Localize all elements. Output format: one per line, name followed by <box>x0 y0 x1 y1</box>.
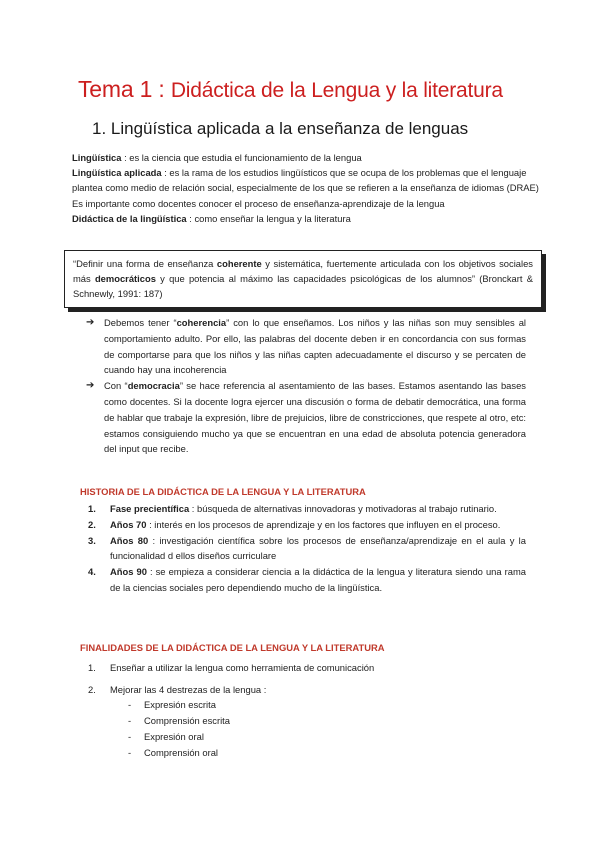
title-prefix: Tema 1 : <box>78 76 165 102</box>
historia-list <box>80 501 526 596</box>
title-main: Didáctica de la Lengua y la literatura <box>170 79 503 102</box>
historia-item: 2. Años 70 : interés en los procesos de aprendizaje y en los factores que influyen en el proceso. <box>88 518 501 530</box>
destrezas-list <box>128 697 230 761</box>
destreza-item: - Comprensión escrita <box>128 715 230 726</box>
finalidad-item: 2. Mejorar las 4 destrezas de la lengua : <box>88 683 267 695</box>
historia-heading: HISTORIA DE LA DIDÁCTICA DE LA LENGUA Y LA LITERATURA <box>80 486 366 497</box>
arrow-right-icon: ➔ <box>86 380 95 392</box>
destreza-item: - Expresión escrita <box>128 699 216 710</box>
definition-term: Lingüística <box>72 152 122 163</box>
definition-line: Lingüística aplicada : es la rama de los estudios lingüísticos que se ocupa de los problemas que el lenguaje plantea como medio de relación social, especialmente de los que se refieren a la enseñanza de idiomas (DRAE) <box>72 167 539 194</box>
definition-term: Lingüística aplicada <box>72 167 162 179</box>
definition-line: Lingüística : es la ciencia que estudia el funcionamiento de la lengua <box>72 152 362 163</box>
historia-item: 3. Años 80 : investigación científica sobre los procesos de enseñanza/aprendizaje en el aula y la funcionalidad d ellos diseños curriculare <box>88 534 526 562</box>
definition-line: Didáctica de la lingüística : como enseñar la lengua y la literatura <box>72 212 351 224</box>
destreza-item: - Comprensión oral <box>128 747 218 758</box>
historia-item: 1. Fase precientífica : búsqueda de alternativas innovadoras y motivadoras al trabajo rutinario. <box>88 503 497 514</box>
definition-line: Es importante como docentes conocer el proceso de enseñanza-aprendizaje de la lengua <box>72 197 445 209</box>
page-title <box>78 76 578 103</box>
arrow-right-icon: ➔ <box>86 317 95 328</box>
definition-term: Didáctica de la lingüística <box>72 212 187 224</box>
quote-box: “Definir una forma de enseñanza coherente y sistemática, fuertemente articulada con los objetivos sociales más democráticos y que potencia al máximo las capacidades psicológicas de los alumnos” (Bronckart & Schnewly, 1991: 187) <box>64 250 542 308</box>
definitions-block <box>72 150 542 226</box>
arrow-item: ➔ Debemos tener “coherencia” con lo que enseñamos. Los niños y las niñas son muy sensibles al comportamiento adulto. Por ello, las palabras del docente deben ir en concordancia con sus formas de comportarse para que los niños y las niñas capten adecuadamente el discurso y se percaten de cuando hay una incoherencia <box>86 317 526 376</box>
finalidad-item: 1. Enseñar a utilizar la lengua como herramienta de comunicación <box>88 662 375 673</box>
section-subtitle: 1. Lingüística aplicada a la enseñanza de lenguas <box>92 119 469 138</box>
finalidades-list <box>80 660 526 698</box>
arrow-item: ➔ Con “democracia” se hace referencia al asentamiento de las bases. Estamos asentando las bases como docentes. Si la docente logra ejercer una discusión o forma de debatir democrática, una forma de hablar que trabaje la expresión, libre de prejuicios, libre de constricciones, que respete al otro, etc: estamos consiguiendo mucho ya que se encuentran en una edad de absoluta potencia generadora del input que recibe. <box>86 380 526 455</box>
arrow-list <box>86 315 526 457</box>
historia-item: 4. Años 90 : se empieza a considerar ciencia a la didáctica de la lengua y literatura siendo una rama de la ciencias sociales pero dependiendo mucho de la lingüística. <box>88 566 526 593</box>
finalidades-heading: FINALIDADES DE LA DIDÁCTICA DE LA LENGUA Y LA LITERATURA <box>80 642 385 653</box>
destreza-item: - Expresión oral <box>128 731 204 742</box>
